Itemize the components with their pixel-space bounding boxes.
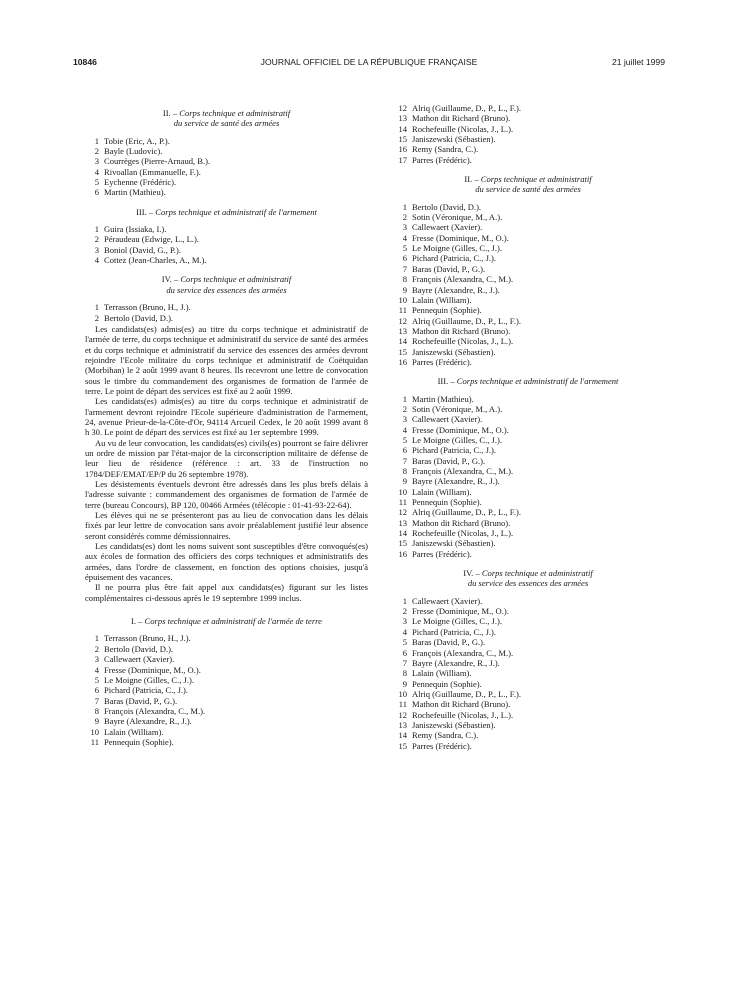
list-item bbox=[85, 302, 368, 312]
section-number: III. – bbox=[136, 206, 154, 217]
rank-number: 14 bbox=[398, 528, 407, 539]
list-item bbox=[85, 727, 368, 737]
rank-number: 6 bbox=[402, 647, 407, 658]
list-item bbox=[85, 685, 368, 695]
list-item bbox=[393, 596, 663, 606]
candidate-name: Sotin (Véronique, M., A.). bbox=[412, 212, 503, 223]
rank-number: 16 bbox=[398, 548, 407, 559]
candidate-name: Callewaert (Xavier). bbox=[412, 595, 483, 606]
rank-number: 8 bbox=[402, 668, 407, 679]
rank-number: 1 bbox=[94, 135, 99, 146]
section-subtitle: du service des essences des armées bbox=[467, 578, 589, 589]
candidate-name: Bayre (Alexandre, R., J.). bbox=[412, 476, 500, 487]
list-item bbox=[393, 305, 663, 315]
candidate-name: Mathon dit Richard (Bruno). bbox=[412, 699, 511, 710]
right-column bbox=[393, 103, 663, 760]
page-header bbox=[73, 57, 665, 71]
candidate-name: Pichard (Patricia, C., J.). bbox=[412, 445, 497, 456]
left-column bbox=[85, 103, 368, 756]
rank-number: 11 bbox=[398, 497, 407, 508]
candidate-name: Parres (Frédéric). bbox=[412, 740, 472, 751]
rank-number: 15 bbox=[398, 740, 407, 751]
list-item bbox=[393, 274, 663, 284]
candidate-name: Boniol (David, G., P.). bbox=[104, 244, 181, 255]
rank-number: 5 bbox=[402, 243, 407, 254]
list-item bbox=[393, 528, 663, 538]
list-item bbox=[85, 187, 368, 197]
rank-number: 5 bbox=[94, 674, 99, 685]
section-number: II. – bbox=[162, 108, 178, 118]
section-title: Corps technique et administratif de l'armement bbox=[454, 376, 619, 387]
rank-number: 10 bbox=[398, 294, 407, 305]
paragraph: Les élèves qui ne se présenteront pas au lieu de convocation dans les délais fixés par leur lettre de convocation sans avoir préalablement justifié leur absence seront considérés comme démissionnaires. bbox=[85, 510, 368, 541]
rank-number: 6 bbox=[94, 685, 99, 696]
rank-number: 9 bbox=[94, 716, 99, 727]
candidate-name: Alriq (Guillaume, D., P., L., F.). bbox=[412, 103, 521, 113]
list-item bbox=[393, 497, 663, 507]
list-item bbox=[85, 665, 368, 675]
rank-number: 2 bbox=[94, 146, 99, 157]
rank-number: 14 bbox=[398, 730, 407, 741]
candidate-name: Bayre (Alexandre, R., J.). bbox=[412, 657, 500, 668]
list-item bbox=[393, 518, 663, 528]
list-item bbox=[85, 234, 368, 244]
list-item bbox=[393, 476, 663, 486]
candidate-name: Mathon dit Richard (Bruno). bbox=[412, 113, 511, 124]
list-item bbox=[393, 202, 663, 212]
rank-number: 5 bbox=[402, 637, 407, 648]
section-heading bbox=[393, 174, 663, 195]
list-item bbox=[393, 689, 663, 699]
candidate-name: Tobie (Eric, A., P.). bbox=[104, 135, 170, 146]
section-heading bbox=[85, 207, 368, 217]
candidate-name: Janiszewski (Sébastien). bbox=[412, 538, 496, 549]
candidate-name: Mathon dit Richard (Bruno). bbox=[412, 325, 511, 336]
section-number: IV. – bbox=[161, 274, 179, 285]
list-item bbox=[393, 414, 663, 424]
paragraph: Les désistements éventuels devront être adressés dans les plus brefs délais à l'adresse suivante : commandement des organismes de formation de l'armée de terre (bureau Concours), BP 120, 00466 Armées (télécopie : 01-41-93-22-64). bbox=[85, 479, 368, 510]
rank-number: 12 bbox=[398, 103, 407, 113]
list-item bbox=[393, 627, 663, 637]
rank-number: 14 bbox=[398, 336, 407, 347]
rank-number: 8 bbox=[94, 705, 99, 716]
section-heading bbox=[85, 108, 368, 129]
rank-number: 16 bbox=[398, 144, 407, 155]
list-item bbox=[85, 696, 368, 706]
rank-number: 10 bbox=[398, 486, 407, 497]
candidate-name: Rochefeuille (Nicolas, J., L.). bbox=[412, 336, 514, 347]
list-item bbox=[393, 212, 663, 222]
section-title: Corps technique et administratif bbox=[178, 274, 292, 285]
candidate-name: Terrasson (Bruno, H., J.). bbox=[104, 302, 191, 313]
section-subtitle: du service des essences des armées bbox=[166, 284, 287, 295]
candidate-name: Baras (David, P., G.). bbox=[104, 695, 178, 706]
rank-number: 3 bbox=[94, 244, 99, 255]
rank-number: 12 bbox=[398, 315, 407, 326]
candidate-list bbox=[393, 596, 663, 751]
rank-number: 1 bbox=[94, 302, 99, 313]
section-heading bbox=[85, 616, 368, 626]
paragraph: Les candidats(es) admis(es) au titre du corps technique et administratif de l'armée de terre, du corps technique et administratif du service de santé des armées et du corps technique et administratif du service des essences des armées devront rejoindre l'Ecole militaire du corps technique et administratif de Coëtquidan (Morbihan) le 2 août 1999 avant 8 heures. Ils recevront une lettre de convocation sous le timbre du commandement des organismes de formation de l'armée de terre. Le point de départ des services est fixé au 2 août 1999. bbox=[85, 323, 368, 396]
list-item bbox=[393, 113, 663, 123]
list-item bbox=[393, 243, 663, 253]
rank-number: 3 bbox=[402, 222, 407, 233]
list-item bbox=[393, 445, 663, 455]
rank-number: 16 bbox=[398, 356, 407, 367]
candidate-name: Janiszewski (Sébastien). bbox=[412, 134, 496, 145]
list-item bbox=[393, 507, 663, 517]
rank-number: 4 bbox=[94, 255, 99, 266]
candidate-name: Remy (Sandra, C.). bbox=[412, 730, 479, 741]
candidate-name: Sotin (Véronique, M., A.). bbox=[412, 403, 503, 414]
candidate-name: Martin (Mathieu). bbox=[104, 187, 166, 198]
paragraph: Les candidats(es) admis(es) au titre du corps technique et administratif de l'armement devront rejoindre l'Ecole supérieure d'administration de l'armement, 24, avenue Prieur-de-la-Côte-d'Or, 94114 Arcueil Cedex, le 20 août 1999 avant 8 h 30. Le point de départ des services est fixé au 1er septembre 1999. bbox=[85, 396, 368, 438]
list-item bbox=[393, 549, 663, 559]
section-title: Corps technique et administratif de l'armement bbox=[153, 206, 317, 217]
list-item bbox=[393, 730, 663, 740]
rank-number: 17 bbox=[398, 154, 407, 165]
list-item bbox=[393, 134, 663, 144]
candidate-name: Rivoallan (Emmanuelle, F.). bbox=[104, 166, 201, 177]
list-item bbox=[393, 710, 663, 720]
rank-number: 6 bbox=[402, 445, 407, 456]
candidate-name: Le Moigne (Gilles, C., J.). bbox=[412, 434, 502, 445]
rank-number: 7 bbox=[402, 455, 407, 466]
list-item bbox=[393, 253, 663, 263]
rank-number: 7 bbox=[402, 657, 407, 668]
list-item bbox=[85, 224, 368, 234]
candidate-name: Bertolo (David, D.). bbox=[412, 201, 482, 212]
section-title: Corps technique et administratif bbox=[478, 174, 592, 185]
list-item bbox=[393, 435, 663, 445]
candidate-name: Alriq (Guillaume, D., P., L., F.). bbox=[412, 315, 521, 326]
rank-number: 2 bbox=[402, 212, 407, 223]
list-item bbox=[393, 103, 663, 113]
candidate-name: Parres (Frédéric). bbox=[412, 154, 472, 165]
candidate-name: Pennequin (Sophie). bbox=[412, 678, 482, 689]
rank-number: 3 bbox=[402, 616, 407, 627]
list-item bbox=[85, 737, 368, 747]
section-number: III. – bbox=[437, 376, 455, 387]
rank-number: 13 bbox=[398, 517, 407, 528]
candidate-name: Le Moigne (Gilles, C., J.). bbox=[104, 674, 194, 685]
list-item bbox=[393, 316, 663, 326]
candidate-name: Bertolo (David, D.). bbox=[104, 643, 174, 654]
rank-number: 1 bbox=[402, 201, 407, 212]
rank-number: 10 bbox=[398, 688, 407, 699]
rank-number: 3 bbox=[94, 654, 99, 665]
candidate-name: François (Alexandra, C., M.). bbox=[104, 705, 206, 716]
candidate-name: Eychenne (Frédéric). bbox=[104, 177, 177, 188]
rank-number: 10 bbox=[90, 726, 99, 737]
rank-number: 6 bbox=[94, 187, 99, 198]
rank-number: 4 bbox=[94, 664, 99, 675]
rank-number: 11 bbox=[90, 736, 99, 747]
rank-number: 11 bbox=[398, 699, 407, 710]
candidate-name: Fresse (Dominique, M., O.). bbox=[412, 606, 509, 617]
section-subtitle: du service de santé des armées bbox=[173, 118, 280, 129]
candidate-name: François (Alexandra, C., M.). bbox=[412, 274, 514, 285]
candidate-name: Martin (Mathieu). bbox=[412, 393, 474, 404]
list-item bbox=[393, 357, 663, 367]
candidate-name: François (Alexandra, C., M.). bbox=[412, 647, 514, 658]
list-item bbox=[393, 295, 663, 305]
rank-number: 15 bbox=[398, 346, 407, 357]
candidate-name: Rochefeuille (Nicolas, J., L.). bbox=[412, 709, 514, 720]
list-item bbox=[393, 741, 663, 751]
rank-number: 1 bbox=[402, 393, 407, 404]
list-item bbox=[393, 264, 663, 274]
list-item bbox=[85, 675, 368, 685]
journal-title: JOURNAL OFFICIEL DE LA RÉPUBLIQUE FRANÇAISE bbox=[260, 57, 478, 67]
rank-number: 15 bbox=[398, 538, 407, 549]
candidate-name: Pennequin (Sophie). bbox=[412, 497, 482, 508]
candidate-name: Fresse (Dominique, M., O.). bbox=[412, 424, 509, 435]
rank-number: 12 bbox=[398, 709, 407, 720]
candidate-name: Pennequin (Sophie). bbox=[412, 305, 482, 316]
candidate-name: Alriq (Guillaume, D., P., L., F.). bbox=[412, 507, 521, 518]
candidate-name: Mathon dit Richard (Bruno). bbox=[412, 517, 511, 528]
rank-number: 2 bbox=[94, 312, 99, 323]
list-item bbox=[85, 706, 368, 716]
list-item bbox=[393, 616, 663, 626]
rank-number: 9 bbox=[402, 476, 407, 487]
candidate-name: Alriq (Guillaume, D., P., L., F.). bbox=[412, 688, 521, 699]
list-item bbox=[393, 658, 663, 668]
rank-number: 1 bbox=[402, 595, 407, 606]
candidate-list bbox=[85, 302, 368, 323]
section-subtitle: du service de santé des armées bbox=[475, 184, 581, 195]
list-item bbox=[393, 336, 663, 346]
candidate-name: Remy (Sandra, C.). bbox=[412, 144, 479, 155]
list-item bbox=[393, 404, 663, 414]
candidate-name: Guira (Issiaka, I.). bbox=[104, 224, 167, 235]
list-item bbox=[393, 606, 663, 616]
section-number: II. – bbox=[464, 174, 479, 185]
candidate-name: Cottez (Jean-Charles, A., M.). bbox=[104, 255, 207, 266]
paragraph: Au vu de leur convocation, les candidats(es) civils(es) pourront se faire délivrer un ordre de mission par l'état-major de la circonscription militaire de défense de leur lieu de résidence (référence : art. 33 de l'instruction no 1784/DEF/EMAT/EP/P du 26 septembre 1978). bbox=[85, 437, 368, 479]
candidate-name: Callewaert (Xavier). bbox=[412, 414, 483, 425]
rank-number: 4 bbox=[402, 424, 407, 435]
candidate-name: Lalain (William). bbox=[412, 668, 472, 679]
list-item bbox=[85, 245, 368, 255]
list-item bbox=[85, 167, 368, 177]
candidate-name: Janiszewski (Sébastien). bbox=[412, 719, 496, 730]
rank-number: 5 bbox=[94, 177, 99, 188]
list-item bbox=[85, 156, 368, 166]
candidate-list bbox=[393, 394, 663, 560]
list-item bbox=[393, 233, 663, 243]
section-title: Corps technique et administratif bbox=[177, 108, 291, 118]
list-item bbox=[393, 425, 663, 435]
rank-number: 4 bbox=[402, 626, 407, 637]
rank-number: 6 bbox=[402, 253, 407, 264]
list-item bbox=[393, 679, 663, 689]
rank-number: 1 bbox=[94, 633, 99, 644]
list-item bbox=[85, 633, 368, 643]
paragraph: Les candidats(es) dont les noms suivent sont susceptibles d'être convoqués(es) aux écoles de formation des officiers des corps techniques et administratifs des armées, dans l'ordre de classement, en fonction des options choisies, jusqu'à épuisement des vacances. bbox=[85, 541, 368, 583]
list-item bbox=[393, 144, 663, 154]
list-item bbox=[85, 716, 368, 726]
rank-number: 2 bbox=[94, 643, 99, 654]
list-item bbox=[393, 347, 663, 357]
candidate-name: Bayle (Ludovic). bbox=[104, 146, 163, 157]
rank-number: 4 bbox=[94, 166, 99, 177]
rank-number: 13 bbox=[398, 325, 407, 336]
candidate-list bbox=[85, 224, 368, 265]
candidate-name: Le Moigne (Gilles, C., J.). bbox=[412, 616, 502, 627]
candidate-name: Baras (David, P., G.). bbox=[412, 263, 486, 274]
candidate-name: Fresse (Dominique, M., O.). bbox=[412, 232, 509, 243]
rank-number: 8 bbox=[402, 466, 407, 476]
rank-number: 2 bbox=[402, 606, 407, 617]
candidate-name: Pichard (Patricia, C., J.). bbox=[412, 253, 497, 264]
publication-date: 21 juillet 1999 bbox=[611, 57, 665, 67]
candidate-name: Callewaert (Xavier). bbox=[104, 654, 175, 665]
candidate-name: Pennequin (Sophie). bbox=[104, 736, 174, 747]
candidate-list bbox=[393, 202, 663, 368]
list-item bbox=[393, 648, 663, 658]
rank-number: 7 bbox=[402, 263, 407, 274]
candidate-name: Courrèges (Pierre-Arnaud, B.). bbox=[104, 156, 211, 167]
candidate-name: Bayre (Alexandre, R., J.). bbox=[412, 284, 500, 295]
list-item bbox=[393, 487, 663, 497]
rank-number: 15 bbox=[398, 134, 407, 145]
candidate-name: François (Alexandra, C., M.). bbox=[412, 466, 514, 476]
list-item bbox=[85, 255, 368, 265]
candidate-name: Pichard (Patricia, C., J.). bbox=[104, 685, 189, 696]
paragraph: Il ne pourra plus être fait appel aux candidats(es) figurant sur les listes complémentaires ci-dessous après le 19 septembre 1999 inclus. bbox=[85, 582, 368, 603]
rank-number: 4 bbox=[402, 232, 407, 243]
candidate-list bbox=[85, 136, 368, 198]
rank-number: 3 bbox=[94, 156, 99, 167]
section-heading bbox=[393, 376, 663, 386]
candidate-name: Le Moigne (Gilles, C., J.). bbox=[412, 243, 502, 254]
candidate-list bbox=[85, 633, 368, 747]
list-item bbox=[393, 538, 663, 548]
section-number: I. – bbox=[131, 616, 143, 627]
list-item bbox=[393, 466, 663, 476]
list-item bbox=[85, 136, 368, 146]
rank-number: 9 bbox=[402, 284, 407, 295]
list-item bbox=[393, 668, 663, 678]
list-item bbox=[85, 644, 368, 654]
page-number: 10846 bbox=[73, 57, 97, 67]
section-number: IV. – bbox=[463, 568, 480, 579]
candidate-list bbox=[393, 103, 663, 165]
candidate-name: Bertolo (David, D.). bbox=[104, 312, 174, 323]
list-item bbox=[85, 146, 368, 156]
list-item bbox=[393, 456, 663, 466]
section-title: Corps technique et administratif bbox=[479, 568, 593, 579]
list-item bbox=[393, 222, 663, 232]
rank-number: 13 bbox=[398, 719, 407, 730]
list-item bbox=[393, 326, 663, 336]
candidate-name: Terrasson (Bruno, H., J.). bbox=[104, 633, 191, 644]
list-item bbox=[393, 637, 663, 647]
list-item bbox=[85, 313, 368, 323]
rank-number: 2 bbox=[94, 234, 99, 245]
candidate-name: Bayre (Alexandre, R., J.). bbox=[104, 716, 192, 727]
rank-number: 7 bbox=[94, 695, 99, 706]
list-item bbox=[393, 394, 663, 404]
list-item bbox=[85, 654, 368, 664]
candidate-name: Parres (Frédéric). bbox=[412, 548, 472, 559]
candidate-name: Fresse (Dominique, M., O.). bbox=[104, 664, 201, 675]
candidate-name: Rochefeuille (Nicolas, J., L.). bbox=[412, 528, 514, 539]
candidate-name: Pichard (Patricia, C., J.). bbox=[412, 626, 497, 637]
candidate-name: Lalain (William). bbox=[104, 726, 164, 737]
rank-number: 2 bbox=[402, 403, 407, 414]
candidate-name: Baras (David, P., G.). bbox=[412, 455, 486, 466]
candidate-name: Janiszewski (Sébastien). bbox=[412, 346, 496, 357]
candidate-name: Lalain (William). bbox=[412, 294, 472, 305]
list-item bbox=[393, 699, 663, 709]
list-item bbox=[393, 285, 663, 295]
section-heading bbox=[393, 568, 663, 589]
candidate-name: Callewaert (Xavier). bbox=[412, 222, 483, 233]
candidate-name: Péraudeau (Edwige, L., L.). bbox=[104, 234, 199, 245]
candidate-name: Rochefeuille (Nicolas, J., L.). bbox=[412, 123, 514, 134]
candidate-name: Parres (Frédéric). bbox=[412, 356, 472, 367]
list-item bbox=[393, 155, 663, 165]
rank-number: 8 bbox=[402, 274, 407, 285]
candidate-name: Lalain (William). bbox=[412, 486, 472, 497]
rank-number: 11 bbox=[398, 305, 407, 316]
rank-number: 12 bbox=[398, 507, 407, 518]
list-item bbox=[393, 124, 663, 134]
candidate-name: Baras (David, P., G.). bbox=[412, 637, 486, 648]
rank-number: 14 bbox=[398, 123, 407, 134]
rank-number: 9 bbox=[402, 678, 407, 689]
section-heading bbox=[85, 274, 368, 295]
rank-number: 5 bbox=[402, 434, 407, 445]
list-item bbox=[85, 177, 368, 187]
rank-number: 1 bbox=[94, 224, 99, 235]
rank-number: 3 bbox=[402, 414, 407, 425]
section-title: Corps technique et administratif de l'armée de terre bbox=[142, 616, 322, 627]
rank-number: 13 bbox=[398, 113, 407, 124]
list-item bbox=[393, 720, 663, 730]
